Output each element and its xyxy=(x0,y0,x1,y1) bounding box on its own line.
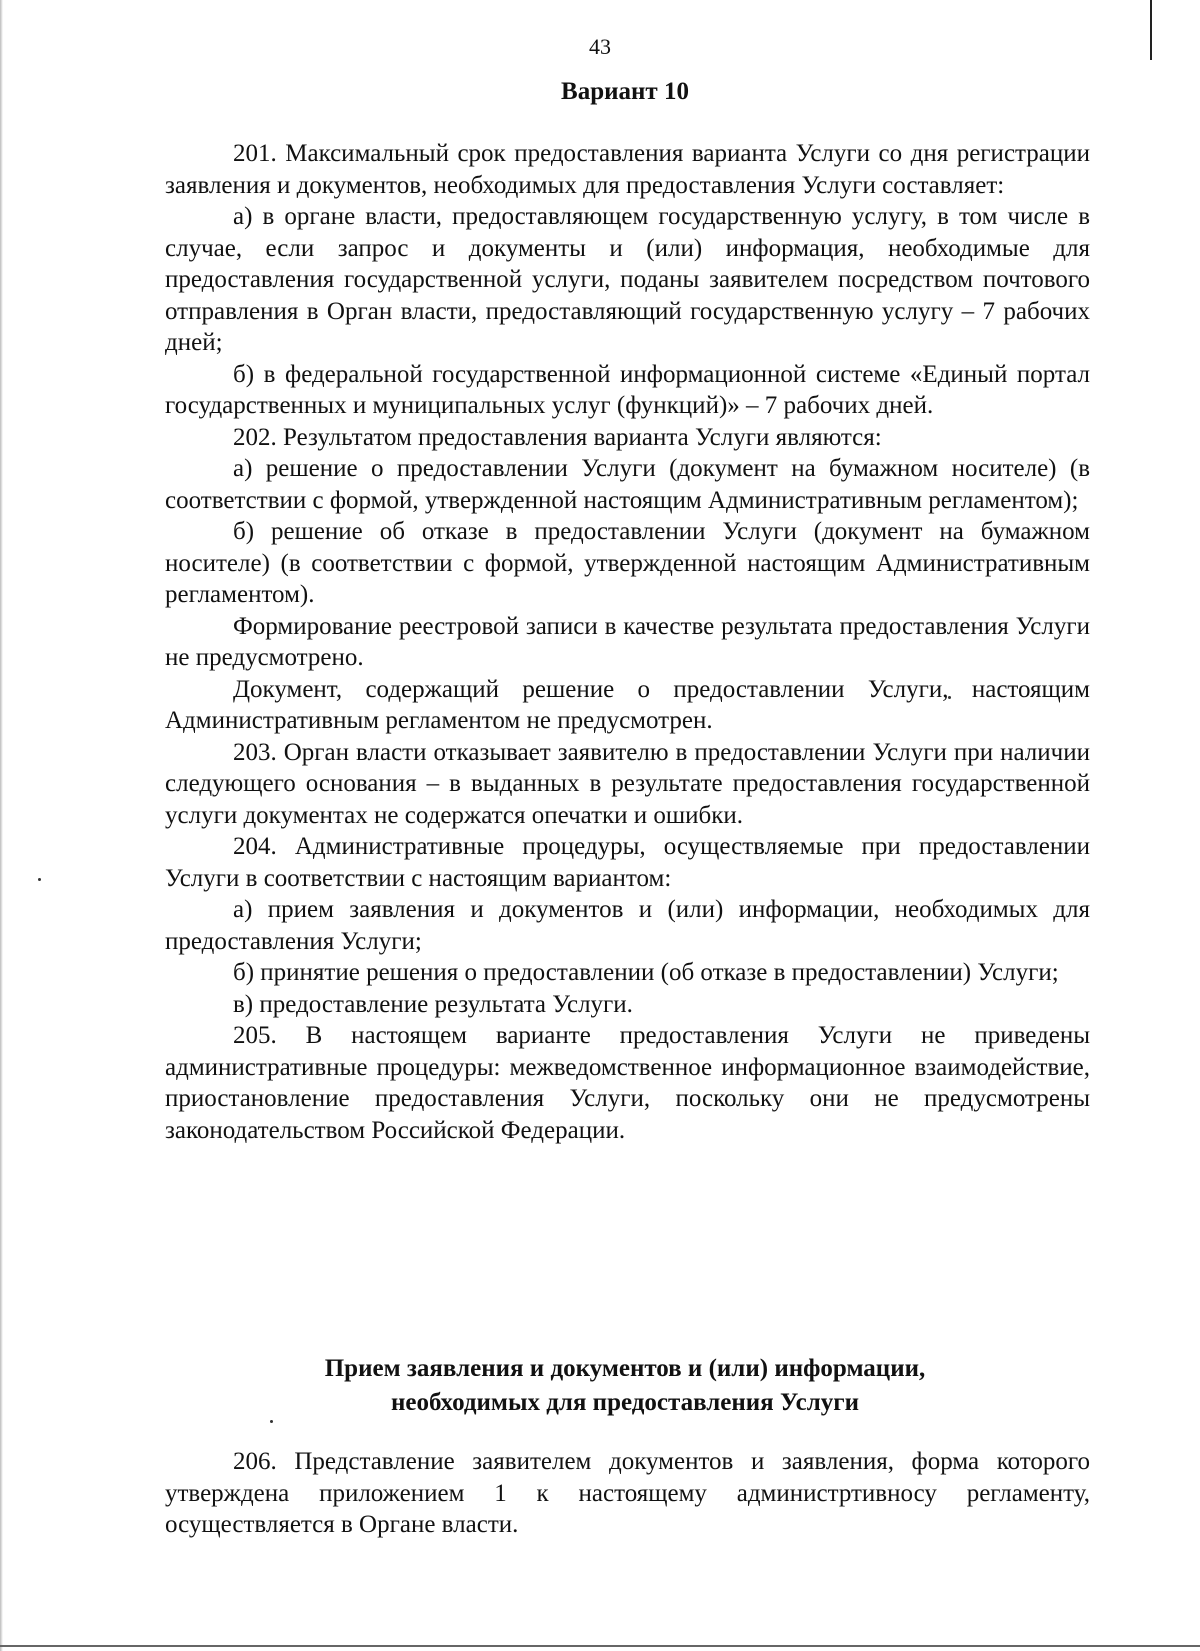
page-number: 43 xyxy=(589,34,611,59)
scan-bottom-edge xyxy=(0,1645,1200,1647)
paragraph-201-b: б) в федеральной государственной информационной системе «Единый портал государственных и муниципальных услуг (функций)» – 7 рабочих дней. xyxy=(165,360,1090,419)
paragraph-201-a: а) в органе власти, предоставляющем государственную услугу, в том числе в случае, если запрос и документы и (или) информация, необходимые для предоставления государственной услуги, поданы заявителем посредством почтового отправления в Орган власти, предоставляющий государственную услугу – 7 рабочих дней; xyxy=(165,203,1090,356)
paragraph-204-b: б) принятие решения о предоставлении (об отказе в предоставлении) Услуги; xyxy=(233,959,1059,986)
scan-speck xyxy=(270,1420,273,1423)
section-heading xyxy=(0,1352,1200,1420)
paragraph-202-a: а) решение о предоставлении Услуги (документ на бумажном носителе) (в соответствии с формой, утвержденной настоящим Административным регламентом); xyxy=(165,455,1090,514)
body-text xyxy=(165,138,1090,1146)
paragraph-registry-record: Формирование реестровой записи в качестве результата предоставления Услуги не предусмотрено. xyxy=(165,612,1090,671)
paragraph-206: 206. Представление заявителем документов и заявления, форма которого утверждена приложением 1 к настоящему администртивносу регламенту, осуществляется в Органе власти. xyxy=(165,1448,1090,1538)
paragraph-204-c: в) предоставление результата Услуги. xyxy=(233,990,633,1018)
section-heading-line-2: необходимых для предоставления Услуги xyxy=(391,1389,859,1416)
variant-heading: Вариант 10 xyxy=(561,78,689,105)
body-text-section-2 xyxy=(165,1446,1090,1541)
paragraph-204: 204. Административные процедуры, осуществляемые при предоставлении Услуги в соответствии с настоящим вариантом: xyxy=(165,833,1090,892)
scan-speck xyxy=(38,878,41,881)
paragraph-201: 201. Максимальный срок предоставления варианта Услуги со дня регистрации заявления и документов, необходимых для предоставления Услуги составляет: xyxy=(165,140,1090,199)
paragraph-205: 205. В настоящем варианте предоставления Услуги не приведены административные процедуры: межведомственное информационное взаимодействие, приостановление предоставления Услуги, поскольку они не предусмотрены законодательством Российской Федерации. xyxy=(165,1022,1090,1144)
paragraph-203: 203. Орган власти отказывает заявителю в предоставлении Услуги при наличии следующего основания – в выданных в результате предоставления государственной услуги документах не содержатся опечатки и ошибки. xyxy=(165,738,1090,829)
section-heading-line-1: Прием заявления и документов и (или) информации, xyxy=(324,1355,926,1382)
paragraph-decision-document: Документ, содержащий решение о предоставлении Услуги, настоящим Административным регламентом не предусмотрен. xyxy=(165,675,1090,734)
paragraph-202-b: б) решение об отказе в предоставлении Услуги (документ на бумажном носителе) (в соответствии с формой, утвержденной настоящим Административным регламентом). xyxy=(165,518,1090,608)
paragraph-202: 202. Результатом предоставления варианта Услуги являются: xyxy=(233,423,882,451)
paragraph-204-a: а) прием заявления и документов и (или) информации, необходимых для предоставления Услуги; xyxy=(165,896,1090,955)
